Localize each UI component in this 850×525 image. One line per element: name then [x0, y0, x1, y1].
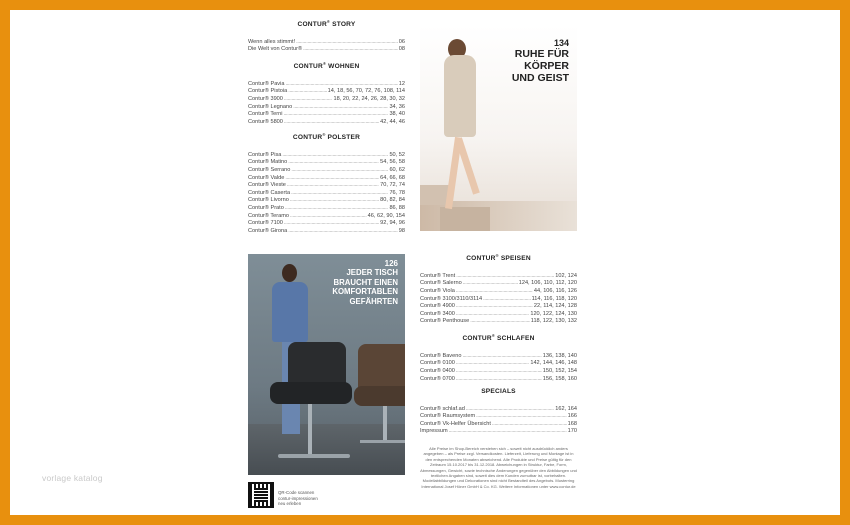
toc-row[interactable]: Contur® 0700 ..... 156, 158, 160: [420, 376, 577, 384]
watermark: vorlage katalog: [42, 473, 103, 483]
photo-headline: RUHE FÜR KÖRPER UND GEIST: [511, 48, 569, 84]
toc-row[interactable]: Contur® 3100/3110/3114 ..... 114, 116, 118, 120: [420, 296, 577, 304]
toc-row[interactable]: Contur® Salerno ..... 124, 106, 110, 112, 120: [420, 280, 577, 288]
toc-row[interactable]: Contur® Pistoia ..... 14, 18, 56, 70, 72, 76, 108, 114: [248, 88, 405, 96]
toc-row[interactable]: Contur® Teramo ..... 46, 62, 90, 154: [248, 213, 405, 221]
photo-woman-with-chairs: [248, 254, 405, 475]
photo-headline: JEDER TISCH BRAUCHT EINEN KOMFORTABLEN GEFÄHRTEN: [332, 268, 398, 306]
catalog-page: [10, 10, 840, 515]
section-title: CONTUR® SCHLAFEN: [462, 333, 535, 343]
toc-row[interactable]: Die Welt von Contur® ..... 08: [248, 46, 405, 54]
toc-row[interactable]: Contur® 4900 ..... 22, 114, 124, 128: [420, 303, 577, 311]
toc-row[interactable]: Contur® Livorno ..... 80, 82, 84: [248, 197, 405, 205]
toc-row[interactable]: Contur® Legnano ..... 34, 36: [248, 104, 405, 112]
toc-row[interactable]: Contur® 3900 ..... 18, 20, 22, 24, 26, 28, 30, 32: [248, 96, 405, 104]
toc-row[interactable]: Contur® Prato ..... 86, 88: [248, 205, 405, 213]
section-schlafen: [420, 332, 577, 383]
toc-row[interactable]: Contur® Caserta ..... 76, 78: [248, 190, 405, 198]
toc-row[interactable]: Contur® 5800 ..... 42, 44, 46: [248, 119, 405, 127]
toc-row[interactable]: Contur® Raumsystem ..... 166: [420, 413, 577, 421]
qr-code-icon[interactable]: [248, 482, 274, 508]
toc-row[interactable]: Contur® Pisa ..... 50, 52: [248, 152, 405, 160]
toc-row[interactable]: Contur® Matino ..... 54, 56, 58: [248, 159, 405, 167]
toc-row[interactable]: Contur® Vieste ..... 70, 72, 74: [248, 182, 405, 190]
toc-row[interactable]: Contur® Valde ..... 64, 66, 68: [248, 175, 405, 183]
toc-row[interactable]: Contur® Baveno ..... 136, 138, 140: [420, 353, 577, 361]
photo-page-number: 134: [553, 38, 569, 48]
toc-row[interactable]: Wenn alles stimmt! ..... 06: [248, 39, 405, 47]
section-title: CONTUR® SPEISEN: [466, 253, 531, 263]
toc-row[interactable]: Contur® 7100 ..... 92, 94, 96: [248, 220, 405, 228]
section-speisen: [420, 252, 577, 326]
section-title: CONTUR® STORY: [297, 19, 356, 29]
toc-row[interactable]: Contur® Penthouse ..... 118, 122, 130, 132: [420, 318, 577, 326]
toc-row[interactable]: Contur® Trent ..... 102, 124: [420, 273, 577, 281]
toc-row[interactable]: Contur® Girona ..... 98: [248, 228, 405, 236]
toc-row[interactable]: Impressum ..... 170: [420, 428, 577, 436]
toc-row[interactable]: Contur® 0400 ..... 150, 152, 154: [420, 368, 577, 376]
toc-row[interactable]: Contur® schlaf.ad ..... 162, 164: [420, 406, 577, 414]
section-wohnen: [248, 60, 405, 126]
toc-row[interactable]: Contur® Pavia ..... 12: [248, 81, 405, 89]
section-title: SPECIALS: [481, 388, 516, 395]
toc-row[interactable]: Contur® Vk-Helfer Übersicht ..... 168: [420, 421, 577, 429]
legal-disclaimer: Alle Preise im Shop-Bereich verstehen sich – soweit nicht ausdrücklich anders angegeben – als Preise zzgl. Versandkosten. Lieferzeit, Lieferung und Montage ist in den entsprechenden Monaten abweichend. Alle Produkte und Preise gültig für den Zeitraum 15.10.2017 bis 31.12.2018. Abweichungen in Struktur, Farbe, Form, Abmessungen, Gewicht, sowie technische Änderungen gegenüber den Abbildungen und textlichen Angaben sind, soweit dies dem Kunden zumutbar ist, vorbehalten. Modellabbildungen und Dekorationen sind nicht Bestandteil des Angebots. Musterring International Josef Höner GmbH & Co. KG. Weitere Informationen unter www.contur.de: [420, 446, 577, 489]
toc-row[interactable]: Contur® 3400 ..... 120, 122, 124, 130: [420, 311, 577, 319]
toc-row[interactable]: Contur® Terni ..... 38, 40: [248, 111, 405, 119]
section-polster: [248, 131, 405, 235]
section-specials: [420, 388, 577, 436]
section-title: CONTUR® WOHNEN: [293, 61, 360, 71]
toc-row[interactable]: Contur® 0100 ..... 142, 144, 146, 148: [420, 360, 577, 368]
photo-page-number: 126: [384, 259, 398, 268]
toc-row[interactable]: Contur® Viola ..... 44, 106, 116, 126: [420, 288, 577, 296]
section-title: CONTUR® POLSTER: [292, 132, 361, 142]
qr-caption: QR-Code scannen contur-impressionen neu erleben: [278, 490, 318, 507]
toc-row[interactable]: Contur® Serrano ..... 60, 62: [248, 167, 405, 175]
photo-woman-on-stairs: [420, 25, 577, 231]
section-story: [248, 18, 405, 54]
